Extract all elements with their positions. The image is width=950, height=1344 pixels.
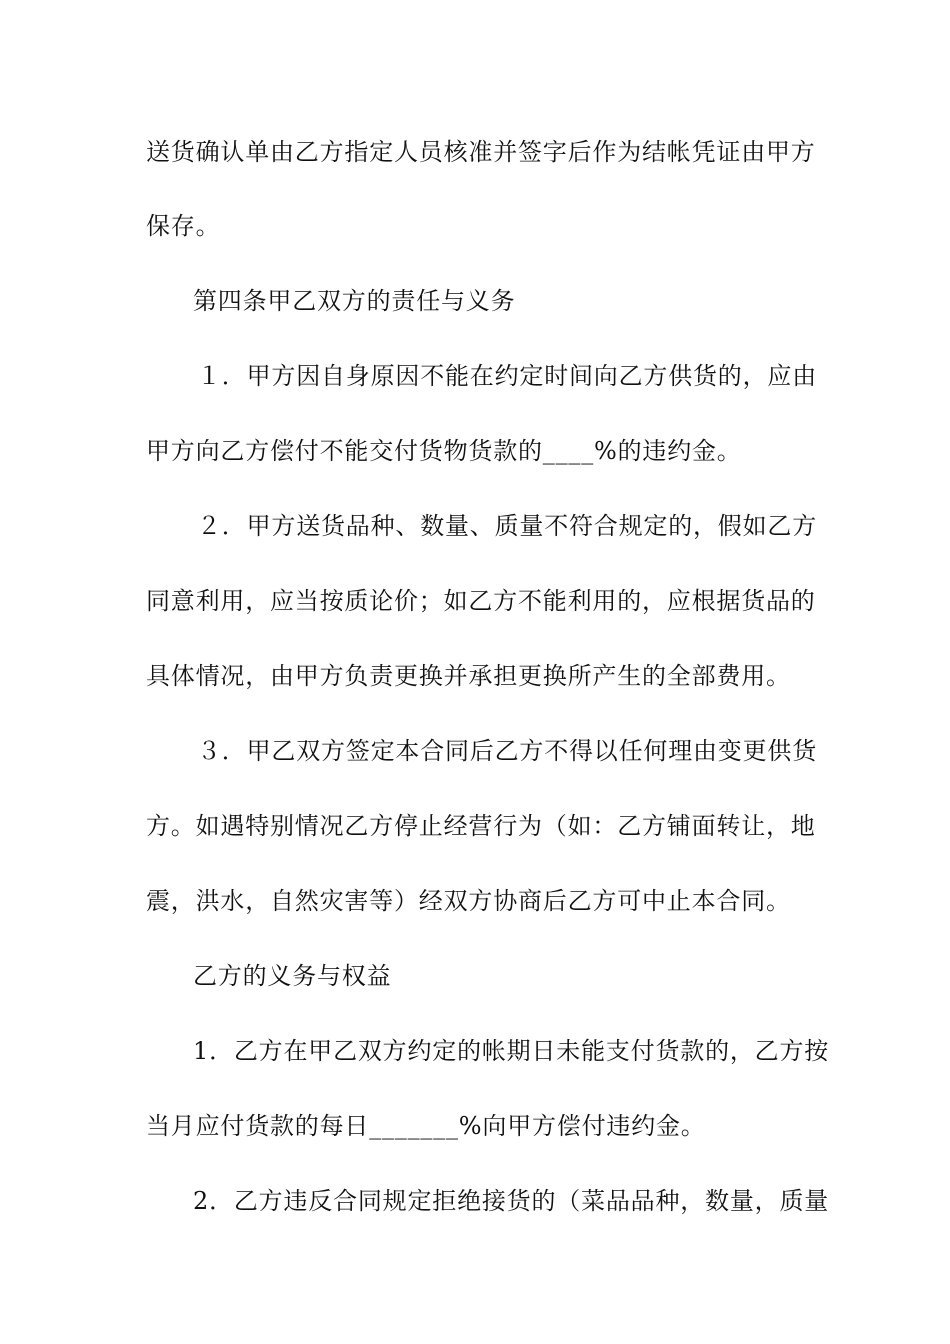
paragraph-line: 2．乙方违反合同规定拒绝接货的（菜品品种，数量，质量	[193, 1187, 830, 1215]
paragraph-line: 当月应付货款的每日_______%向甲方偿付违约金。	[146, 1112, 706, 1140]
paragraph-line: ３．甲乙双方签定本合同后乙方不得以任何理由变更供货	[197, 737, 817, 765]
paragraph-line: 方。如遇特别情况乙方停止经营行为（如：乙方铺面转让，地	[146, 812, 816, 840]
paragraph-line: 震，洪水，自然灾害等）经双方协商后乙方可中止本合同。	[146, 887, 791, 915]
paragraph-line: 具体情况，由甲方负责更换并承担更换所产生的全部费用。	[146, 662, 791, 690]
paragraph-line: 保存。	[146, 212, 221, 240]
section-heading: 第四条甲乙双方的责任与义务	[193, 287, 516, 315]
paragraph-line: 甲方向乙方偿付不能交付货物货款的____%的违约金。	[146, 437, 742, 465]
paragraph-line: ２．甲方送货品种、数量、质量不符合规定的，假如乙方	[197, 512, 817, 540]
paragraph-line: 1．乙方在甲乙双方约定的帐期日未能支付货款的，乙方按	[193, 1037, 830, 1065]
paragraph-line: 送货确认单由乙方指定人员核准并签字后作为结帐凭证由甲方	[146, 138, 816, 166]
paragraph-line: １．甲方因自身原因不能在约定时间向乙方供货的，应由	[197, 362, 817, 390]
section-heading: 乙方的义务与权益	[193, 962, 392, 990]
paragraph-line: 同意利用，应当按质论价；如乙方不能利用的，应根据货品的	[146, 587, 816, 615]
